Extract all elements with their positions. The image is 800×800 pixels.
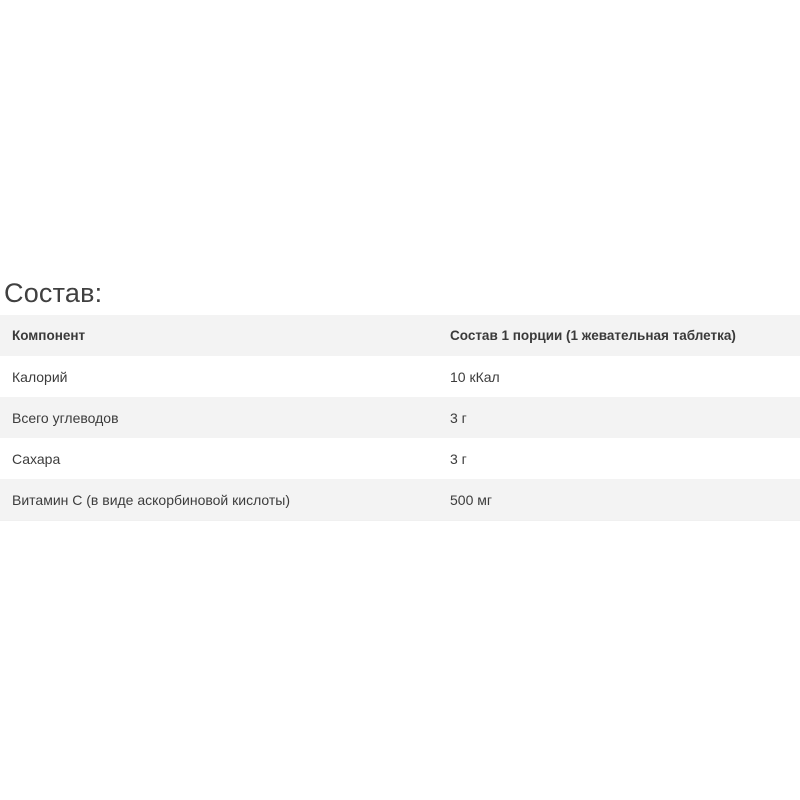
component-name-cell: Калорий: [12, 368, 68, 385]
component-name-cell: Всего углеводов: [12, 409, 119, 426]
header-serving-composition: Состав 1 порции (1 жевательная таблетка): [450, 328, 736, 343]
component-amount-cell: 10 кКал: [450, 368, 500, 385]
component-name-cell: Витамин С (в виде аскорбиновой кислоты): [0, 479, 438, 521]
table-row: [0, 397, 800, 438]
composition-table: [0, 315, 800, 521]
component-amount-cell: 3 г: [450, 409, 467, 426]
section-title: Состав:: [4, 278, 103, 308]
table-row: [0, 356, 800, 397]
component-amount-cell: 500 мг: [438, 479, 800, 521]
table-row: [0, 479, 800, 521]
table-row: [0, 438, 800, 479]
component-name-cell: Сахара: [12, 450, 61, 467]
component-amount-cell: 3 г: [450, 450, 467, 467]
header-component: Компонент: [12, 328, 86, 343]
table-header-row: [0, 315, 800, 356]
